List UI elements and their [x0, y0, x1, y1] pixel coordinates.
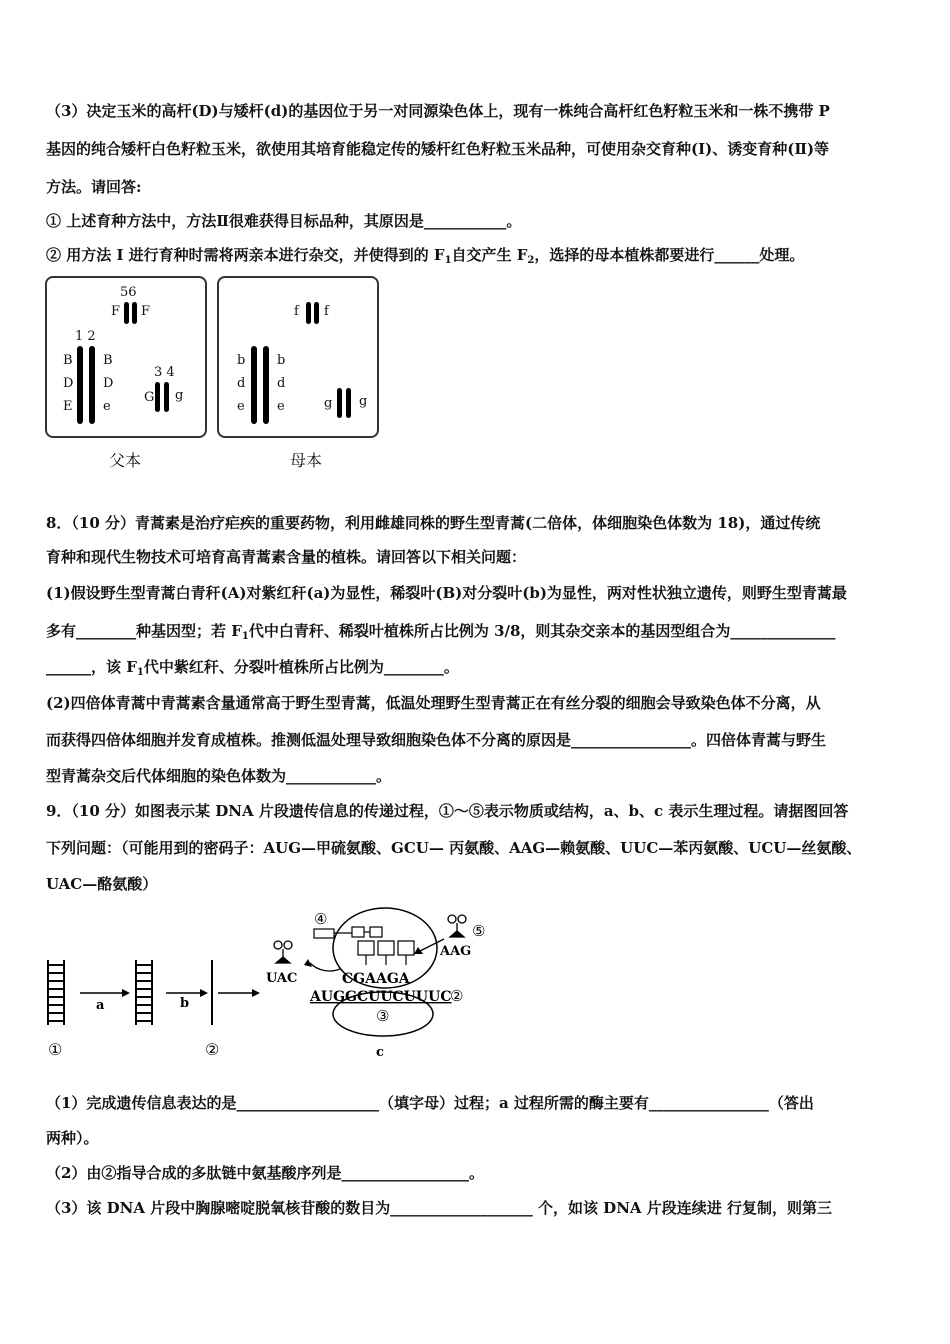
chromosome-2: [89, 346, 95, 424]
q9-sub-line-4: （3）该 DNA 片段中胸腺嘧啶脱氧核苷酸的数目为___________________ 个，如该 DNA 片段连续进 行复制，则第三: [46, 1199, 832, 1217]
father-label-34: 3 4: [154, 365, 175, 380]
label-2-mrna: ②: [450, 987, 464, 1005]
q9-sub-line-1: （1）完成遗传信息表达的是___________________（填字母）过程；a 过程所需的酶主要有________________（答出: [46, 1094, 814, 1112]
mother-gene-g-right: g: [359, 394, 368, 409]
mother-chromosome-5: [306, 302, 311, 324]
label-2: ②: [205, 1040, 220, 1059]
q7-part3-line-1: （3）决定玉米的高杆(D)与矮杆(d)的基因位于另一对同源染色体上，现有一株纯合高杆红色籽粒玉米和一株不携带 P: [46, 102, 830, 120]
trna-exit-arrow: [310, 963, 340, 971]
q8-line-1: 8．（10 分）青蒿素是治疗疟疾的重要药物，利用雌雄同株的野生型青蒿(二倍体，体细胞染色体数为 18)，通过传统: [46, 514, 821, 532]
father-gene-D: D: [63, 376, 74, 391]
label-a: a: [96, 998, 105, 1013]
chromosome-6: [132, 302, 137, 324]
father-caption: 父本: [109, 451, 142, 470]
mother-gene-d2: d: [277, 376, 286, 391]
mother-gene-f-right: f: [324, 304, 329, 319]
q8-line-8: 型青蒿杂交后代体细胞的染色体数为____________。: [46, 767, 392, 785]
mother-gene-e2: e: [277, 399, 285, 414]
label-b: b: [180, 996, 190, 1011]
q8-line-6: (2)四倍体青蒿中青蒿素含量通常高于野生型青蒿，低温处理野生型青蒿正在有丝分裂的细胞会导致染色体不分离，从: [46, 694, 821, 712]
q7-part3-line-2: 基因的纯合矮杆白色籽粒玉米，欲使用其培育能稳定传的矮杆红色籽粒玉米品种，可使用杂交育种(I)、诱变育种(Ⅱ)等: [46, 140, 830, 158]
arrow-a-head: [122, 989, 130, 997]
label-c: c: [376, 1045, 384, 1060]
dna-ladder-1: [48, 960, 64, 1025]
mother-gene-b2: b: [277, 353, 286, 368]
father-chromosome-box: [45, 276, 207, 438]
amino-acid-box-2: [352, 927, 364, 937]
trna-in-ribosome: [358, 941, 414, 965]
chromosome-5: [124, 302, 129, 324]
dna-ladder-2: [136, 960, 152, 1025]
father-gene-B: B: [63, 353, 73, 368]
q7-part3-line-4: ① 上述育种方法中，方法Ⅱ很难获得目标品种，其原因是___________。: [46, 212, 522, 230]
chromosome-3: [155, 382, 160, 412]
arrow-b-head: [200, 989, 208, 997]
mother-gene-b: b: [237, 353, 246, 368]
mother-chromosome-1: [251, 346, 257, 424]
label-1: ①: [48, 1040, 63, 1059]
q8-line-2: 育种和现代生物技术可培育高青蒿素含量的植株。请回答以下相关问题：: [46, 548, 527, 566]
arrow-c-head: [252, 989, 260, 997]
q9-line-3: UAC—酪氨酸）: [46, 875, 158, 893]
trna-aag-label: AAG: [440, 944, 472, 959]
father-label-56: 56: [120, 285, 137, 300]
father-gene-G: G: [144, 390, 155, 405]
father-label-12: 1 2: [75, 329, 96, 344]
father-gene-E: E: [63, 399, 73, 414]
amino-acid-box-3: [370, 927, 382, 937]
trna-uac-label: UAC: [266, 971, 298, 986]
label-4: ④: [314, 910, 328, 928]
q8-line-5: ______，该 $F_1$代中紫红秆、分裂叶植株所占比例为________。: [46, 658, 459, 678]
mother-chromosome-4: [346, 388, 351, 418]
mother-chromosome-2: [263, 346, 269, 424]
q7-part3-line-5: ② 用方法 I 进行育种时需将两亲本进行杂交，并使得到的 $F_1$自交产生 $F_2$，选择的母本植株都要进行______处理。: [46, 246, 805, 266]
chromosome-4: [164, 382, 169, 412]
dna-transfer-diagram: [40, 903, 486, 1063]
mother-gene-e: e: [237, 399, 245, 414]
mrna-sequence: AUGGCUUCUUUC: [310, 989, 452, 1005]
q7-part3-line-3: 方法。请回答:: [46, 178, 142, 196]
father-gene-F-left: F: [111, 304, 121, 319]
anticodon-sequence: CGAAGA: [342, 971, 410, 987]
mother-chromosome-box: [217, 276, 379, 438]
label-5: ⑤: [472, 922, 486, 940]
q9-line-2: 下列问题：（可能用到的密码子：AUG—甲硫氨酸、GCU— 丙氨酸、AAG—赖氨酸、UUC—苯丙氨酸、UCU—丝氨酸、: [46, 839, 862, 857]
chromosome-1: [77, 346, 83, 424]
entering-trna-icon: [448, 915, 466, 937]
mother-gene-d: d: [237, 376, 246, 391]
mother-chromosome-3: [337, 388, 342, 418]
father-gene-D2: D: [103, 376, 114, 391]
q9-line-1: 9．（10 分）如图表示某 DNA 片段遗传信息的传递过程，①～⑤表示物质或结构，a、b、c 表示生理过程。请据图回答: [46, 802, 849, 820]
mother-gene-g-left: g: [324, 396, 333, 411]
q8-line-3: (1)假设野生型青蒿白青秆(A)对紫红秆(a)为显性，稀裂叶(B)对分裂叶(b)为显性，两对性状独立遗传，则野生型青蒿最: [46, 584, 847, 602]
amino-acid-box-1: [314, 929, 334, 938]
q9-sub-line-2: 两种）。: [46, 1129, 99, 1147]
leaving-trna-icon: [274, 941, 292, 963]
q8-line-4: 多有________种基因型；若 $F_1$代中白青秆、稀裂叶植株所占比例为 3/8，则其杂交亲本的基因型组合为______________: [46, 622, 836, 642]
q9-sub-line-3: （2）由②指导合成的多肽链中氨基酸序列是_________________。: [46, 1164, 484, 1182]
mother-caption: 母本: [290, 451, 323, 470]
label-3: ③: [376, 1007, 390, 1025]
father-gene-B2: B: [103, 353, 113, 368]
mother-chromosome-6: [314, 302, 319, 324]
mother-gene-f-left: f: [294, 304, 299, 319]
father-gene-e: e: [103, 399, 111, 414]
father-gene-g: g: [175, 388, 184, 403]
father-gene-F-right: F: [141, 304, 151, 319]
q8-line-7: 而获得四倍体细胞并发育成植株。推测低温处理导致细胞染色体不分离的原因是________________。四倍体青蒿与野生: [46, 731, 827, 749]
